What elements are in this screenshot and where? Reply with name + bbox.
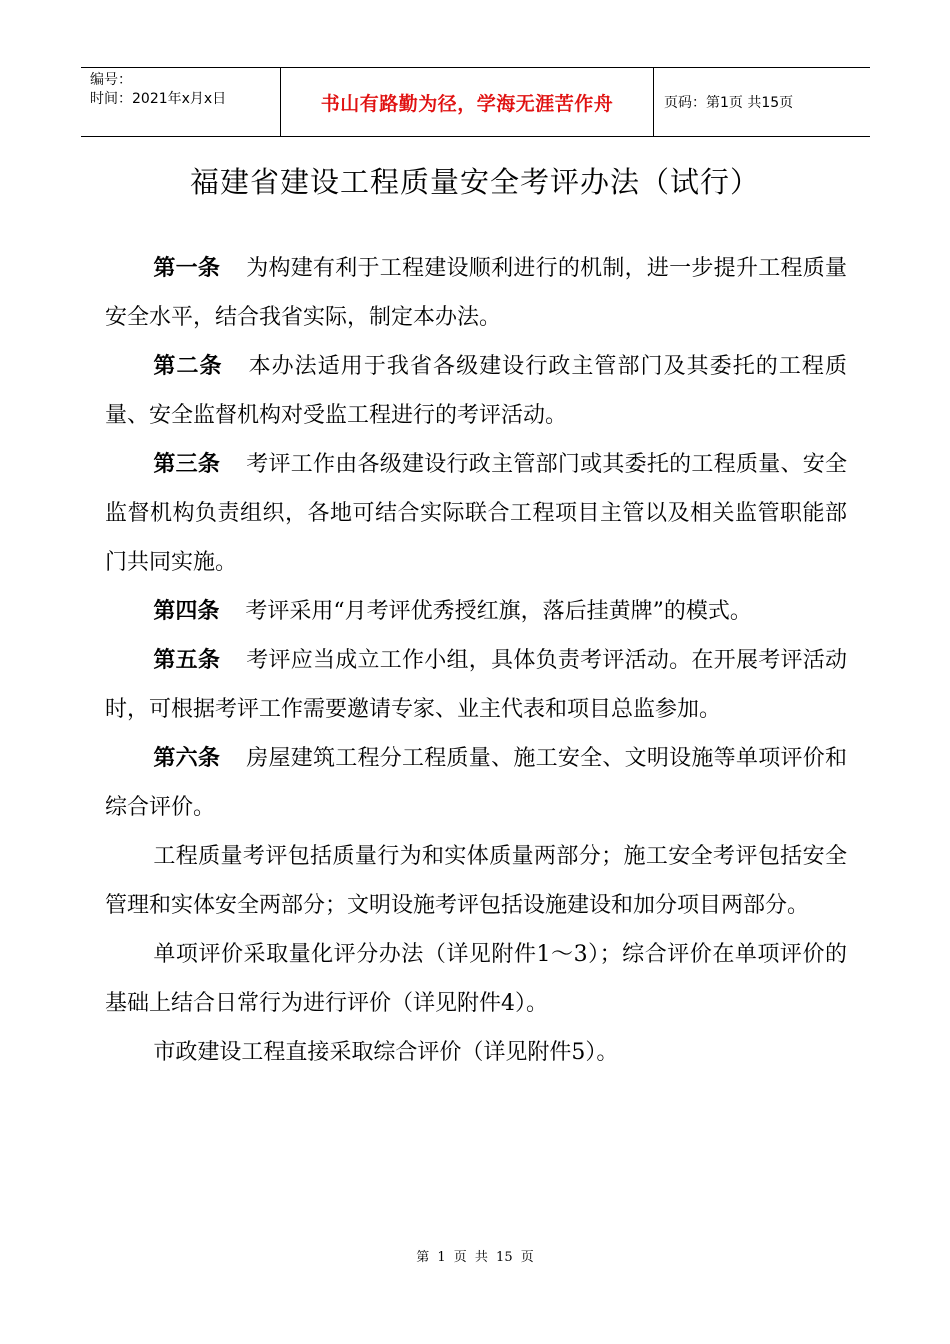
article-5 bbox=[105, 636, 847, 734]
article-number: 第三条 bbox=[153, 452, 221, 477]
paragraph-text: 工程质量考评包括质量行为和实体质量两部分；施工安全考评包括安全管理和实体安全两部分；文明设施考评包括设施建设和加分项目两部分。 bbox=[105, 844, 847, 918]
article-1 bbox=[105, 244, 847, 342]
article-3 bbox=[105, 440, 847, 587]
article-number: 第五条 bbox=[153, 648, 221, 673]
header-page-info: 页码：第1页 共15页 bbox=[664, 95, 794, 111]
paragraph-quality-scope bbox=[105, 832, 847, 930]
paragraph-scoring-method bbox=[105, 930, 847, 1028]
header-meta bbox=[81, 68, 281, 136]
document-date: 时间：2021年x月x日 bbox=[90, 91, 227, 107]
article-number: 第六条 bbox=[153, 746, 221, 771]
document-body bbox=[105, 244, 847, 1077]
document-title: 福建省建设工程质量安全考评办法（试行） bbox=[189, 165, 760, 199]
article-text: 考评采用“月考评优秀授红旗，落后挂黄牌”的模式。 bbox=[245, 599, 752, 624]
page-footer: 第 1 页 共 15 页 bbox=[416, 1250, 534, 1265]
article-4 bbox=[105, 587, 847, 636]
article-number: 第四条 bbox=[153, 599, 220, 624]
paragraph-text: 市政建设工程直接采取综合评价（详见附件5）。 bbox=[153, 1040, 619, 1065]
article-text: 考评应当成立工作小组，具体负责考评活动。在开展考评活动时，可根据考评工作需要邀请专家、业主代表和项目总监参加。 bbox=[105, 648, 847, 722]
article-text: 为构建有利于工程建设顺利进行的机制，进一步提升工程质量安全水平，结合我省实际，制定本办法。 bbox=[105, 256, 847, 330]
article-number: 第二条 bbox=[153, 354, 223, 379]
article-2 bbox=[105, 342, 847, 440]
article-text: 房屋建筑工程分工程质量、施工安全、文明设施等单项评价和综合评价。 bbox=[105, 746, 847, 820]
paragraph-municipal bbox=[105, 1028, 847, 1077]
article-text: 本办法适用于我省各级建设行政主管部门及其委托的工程质量、安全监督机构对受监工程进行的考评活动。 bbox=[105, 354, 847, 428]
paragraph-text: 单项评价采取量化评分办法（详见附件1～3）；综合评价在单项评价的基础上结合日常行为进行评价（详见附件4）。 bbox=[105, 942, 847, 1016]
document-header bbox=[81, 67, 870, 137]
article-number: 第一条 bbox=[153, 256, 221, 281]
header-motto: 书山有路勤为径，学海无涯苦作舟 bbox=[281, 68, 654, 136]
article-6 bbox=[105, 734, 847, 832]
article-text: 考评工作由各级建设行政主管部门或其委托的工程质量、安全监督机构负责组织，各地可结合实际联合工程项目主管以及相关监管职能部门共同实施。 bbox=[105, 452, 847, 575]
document-number-label: 编号： bbox=[90, 72, 132, 88]
